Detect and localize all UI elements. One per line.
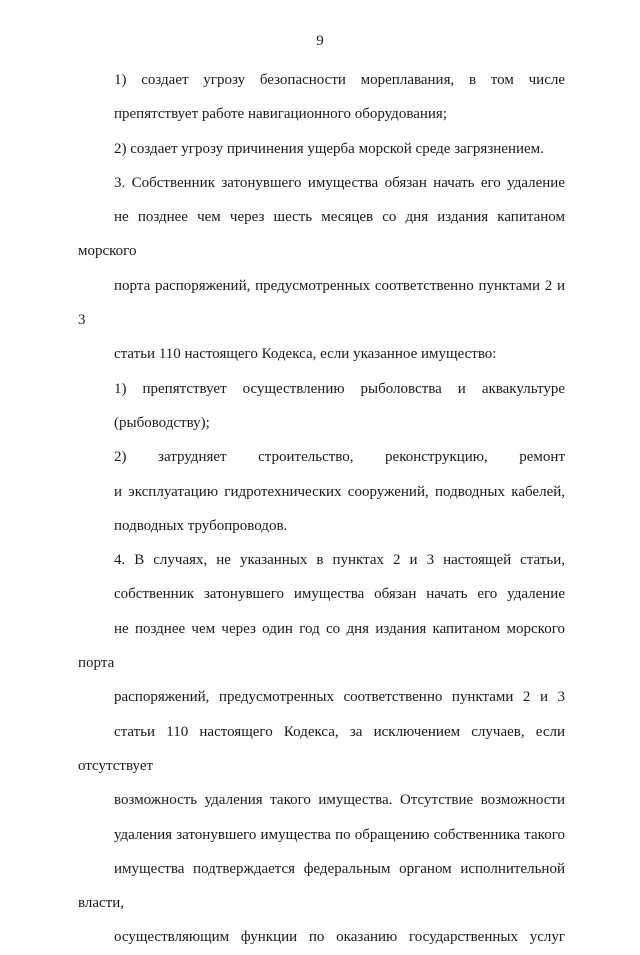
page-number: 9 <box>316 33 324 49</box>
paragraph-line: препятствует работе навигационного оборудования; <box>114 106 447 123</box>
paragraph-2 <box>78 132 565 166</box>
paragraph-line: статьи 110 настоящего Кодекса, если указанное имущество: <box>114 346 497 363</box>
paragraph-line: порта распоряжений, предусмотренных соответственно пунктами 2 и 3 <box>78 277 565 329</box>
paragraph-4 <box>78 372 565 441</box>
paragraph-line: не позднее чем через шесть месяцев со дня издания капитаном морского <box>78 209 565 260</box>
paragraph-1 <box>78 63 565 132</box>
paragraph-line: не позднее чем через один год со дня издания капитаном морского порта <box>78 620 565 672</box>
paragraph-line: и эксплуатацию гидротехнических сооружений, подводных кабелей, <box>114 483 565 500</box>
document-body <box>78 63 565 955</box>
paragraph-line: распоряжений, предусмотренных соответственно пунктами 2 и 3 <box>114 689 565 706</box>
paragraph-5 <box>78 440 565 543</box>
paragraph-3 <box>78 166 565 372</box>
paragraph-line: статьи 110 настоящего Кодекса, за исключением случаев, если отсутствует <box>78 723 565 774</box>
paragraph-line: 4. В случаях, не указанных в пунктах 2 и 3 настоящей статьи, <box>114 552 565 569</box>
paragraph-line: собственник затонувшего имущества обязан начать его удаление <box>114 586 565 603</box>
paragraph-line: возможность удаления такого имущества. Отсутствие возможности <box>114 792 565 809</box>
paragraph-line: подводных трубопроводов. <box>114 517 288 534</box>
paragraph-line: удаления затонувшего имущества по обращению собственника такого <box>114 826 565 843</box>
paragraph-line: имущества подтверждается федеральным органом исполнительной власти, <box>78 860 565 912</box>
paragraph-line: осуществляющим функции по оказанию государственных услуг <box>114 929 565 946</box>
paragraph-line: 2) затрудняет строительство, реконструкцию, ремонт <box>114 449 565 466</box>
paragraph-line: 1) препятствует осуществлению рыболовства и аквакультуре <box>114 380 565 397</box>
paragraph-6 <box>78 543 565 955</box>
paragraph-line: 2) создает угрозу причинения ущерба морской среде загрязнением. <box>114 140 544 157</box>
paragraph-line: (рыбоводству); <box>114 414 210 431</box>
paragraph-line: 1) создает угрозу безопасности мореплавания, в том числе <box>114 72 565 88</box>
paragraph-line: 3. Собственник затонувшего имущества обязан начать его удаление <box>114 174 565 191</box>
